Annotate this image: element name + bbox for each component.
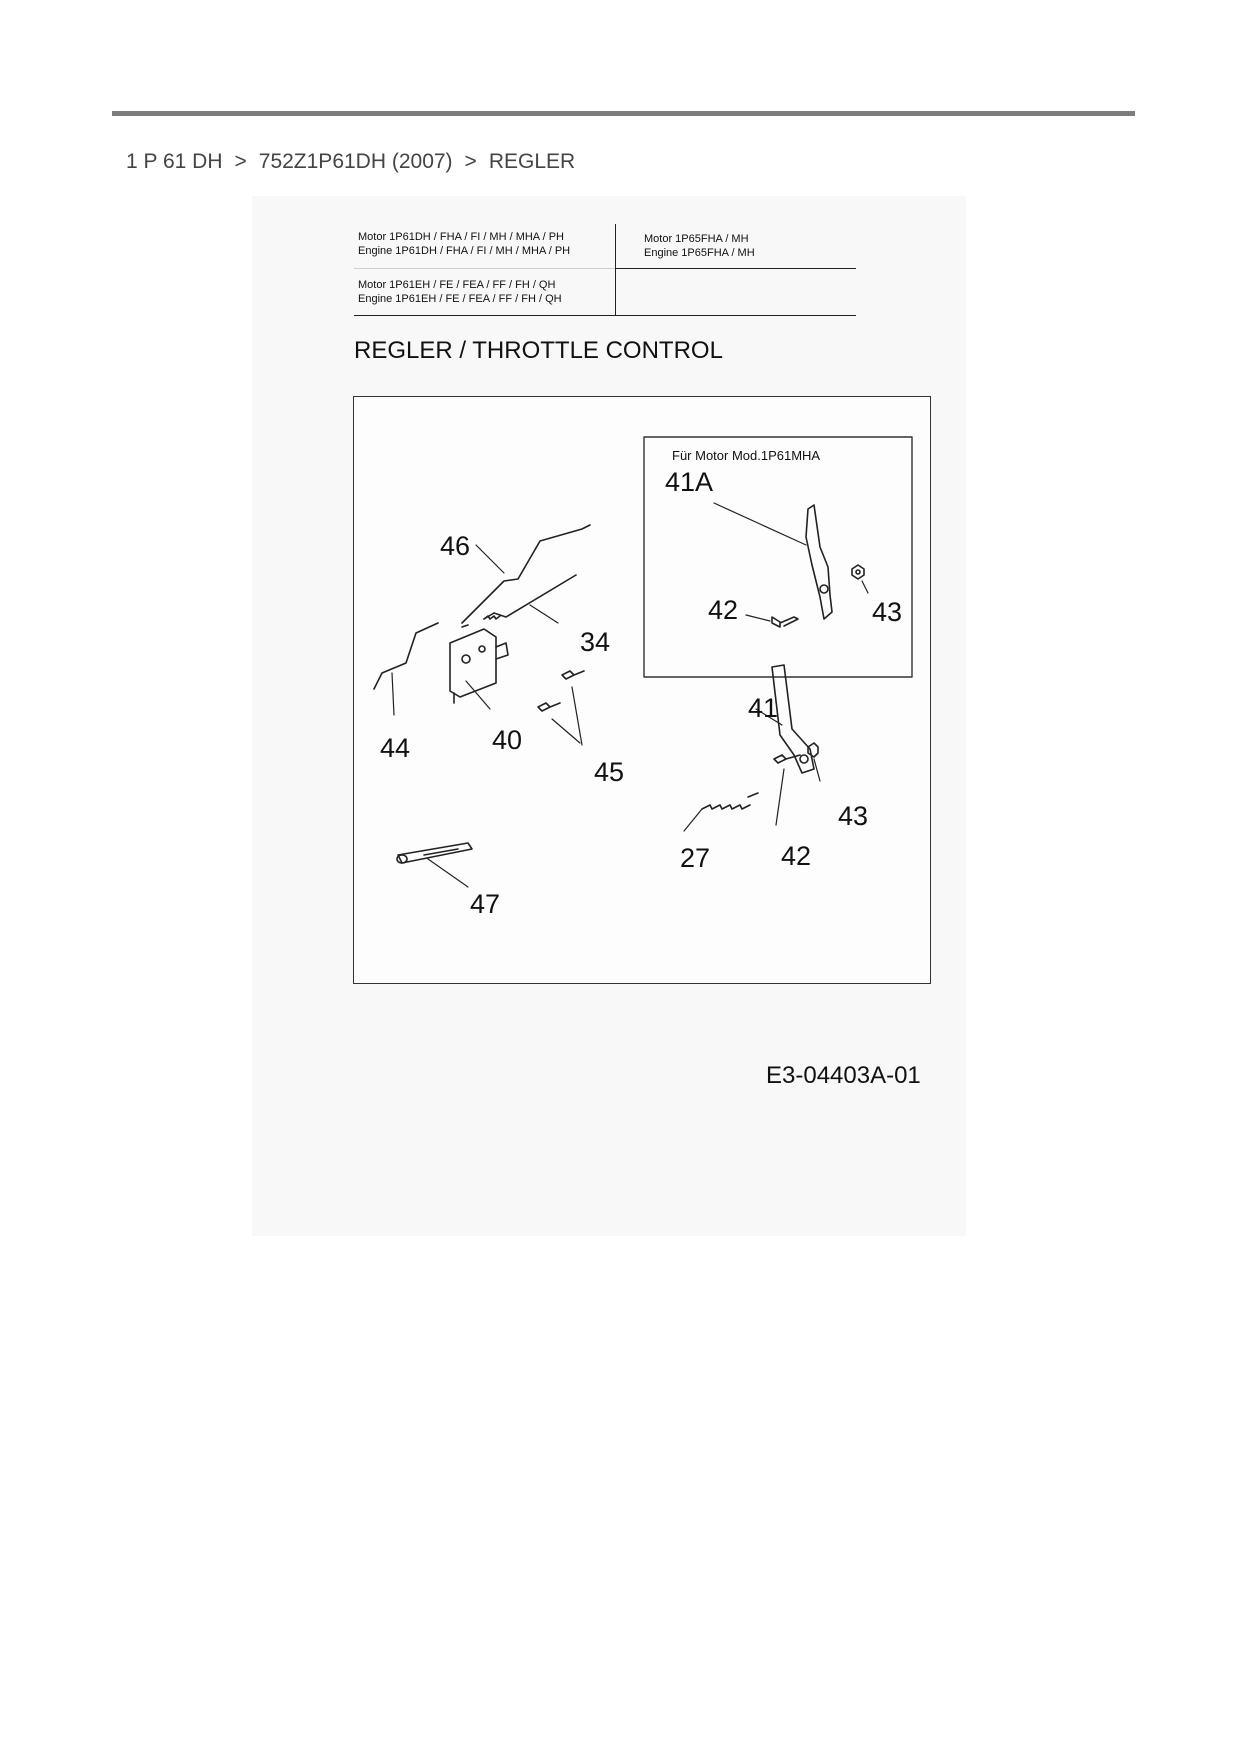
table-divider [354, 315, 856, 316]
inset-caption: Für Motor Mod.1P61MHA [672, 448, 821, 463]
callout-45: 45 [594, 757, 625, 787]
breadcrumb-separator: > [464, 150, 477, 173]
engine-models-table [354, 224, 856, 316]
model-cell-1p65fha [644, 232, 755, 260]
rod-34 [484, 575, 576, 619]
leader-line [862, 581, 868, 593]
lever-41a [806, 505, 832, 619]
leader-line [392, 673, 394, 715]
callout-27: 27 [680, 843, 711, 873]
model-cell-1p61dh [358, 230, 570, 258]
rod-46 [462, 525, 590, 623]
leader-line [476, 545, 504, 573]
callout-41: 41 [748, 693, 779, 723]
lever-41a-hole [820, 585, 828, 593]
model-line: Engine 1P61DH / FHA / FI / MH / MHA / PH [358, 245, 571, 257]
parts-sheet [252, 196, 966, 1236]
leader-line [466, 681, 490, 709]
breadcrumb-item-current: REGLER [488, 150, 576, 173]
leader-line [530, 605, 558, 623]
breadcrumb-separator: > [234, 150, 247, 173]
callout-46: 46 [440, 531, 471, 561]
nut-43-inset [852, 565, 864, 579]
callout-47: 47 [470, 889, 501, 919]
table-divider [354, 268, 615, 269]
leader-line [814, 759, 820, 781]
leader-line [552, 687, 582, 745]
screw-45 [562, 671, 584, 679]
drawing-code: E3-04403A-01 [766, 1062, 921, 1089]
model-line: Motor 1P61EH / FE / FEA / FF / FH / QH [358, 279, 556, 291]
callout-42-inset: 42 [708, 595, 739, 625]
callout-43: 43 [838, 801, 869, 831]
table-divider [615, 268, 856, 269]
leader-line [746, 615, 770, 621]
rod-44 [374, 623, 438, 689]
callout-41a: 41A [665, 467, 714, 497]
nut-43-inset-hole [856, 570, 860, 574]
spring-34 [484, 616, 500, 619]
parts-drawing [354, 397, 932, 985]
model-cell-1p61eh [358, 278, 562, 306]
page-title: REGLER / THROTTLE CONTROL [354, 337, 723, 364]
leader-line [776, 769, 784, 825]
breadcrumb-item-model[interactable]: 752Z1P61DH (2007) [258, 150, 453, 173]
leader-line [684, 809, 702, 831]
top-rule [112, 111, 1135, 116]
breadcrumb [126, 150, 575, 174]
leader-line [714, 503, 806, 545]
table-divider [615, 224, 616, 316]
callout-44: 44 [380, 733, 411, 763]
leader-line [428, 859, 468, 887]
plate-40-hole [462, 655, 470, 663]
breadcrumb-item-engine[interactable]: 1 P 61 DH [126, 150, 223, 173]
plate-40 [450, 629, 496, 697]
rod-46-end [462, 625, 468, 627]
callout-43-inset: 43 [872, 597, 903, 627]
lever-41-hole [800, 755, 808, 763]
model-line: Motor 1P61DH / FHA / FI / MH / MHA / PH [358, 231, 564, 243]
plate-40-tab [496, 643, 508, 659]
model-line: Engine 1P65FHA / MH [644, 247, 755, 259]
callout-42: 42 [781, 841, 812, 871]
model-line: Motor 1P65FHA / MH [644, 233, 749, 245]
callout-40: 40 [492, 725, 523, 755]
exploded-parts-diagram [353, 396, 931, 984]
spring-27 [702, 793, 758, 809]
model-line: Engine 1P61EH / FE / FEA / FF / FH / QH [358, 293, 562, 305]
screw-45 [538, 703, 560, 711]
callout-34: 34 [580, 627, 611, 657]
screw-42-inset [772, 617, 798, 627]
plate-40-hole [479, 646, 485, 652]
